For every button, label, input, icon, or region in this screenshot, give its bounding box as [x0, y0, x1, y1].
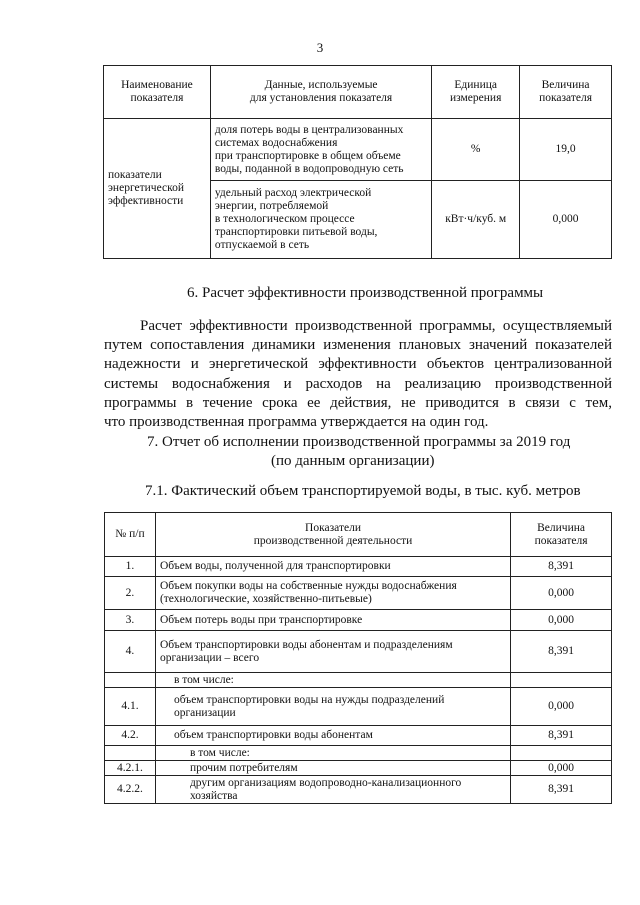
header-line: Единица — [454, 79, 497, 91]
text-line: объем транспортировки воды абонентам — [173, 729, 373, 741]
text-line: в технологическом процессе — [214, 213, 355, 225]
table2-header-row — [105, 513, 612, 557]
paragraph-line: программы в течение срока ее действия, не приводится в связи с тем, — [104, 394, 612, 411]
indicator-value: 19,0 — [520, 119, 612, 181]
indicator-value: 0,000 — [520, 181, 612, 259]
row-name — [155, 577, 510, 610]
row-number — [105, 746, 156, 761]
header-line: показателя — [534, 534, 588, 547]
text-line: транспортировки питьевой воды, — [214, 226, 378, 238]
text-line: хозяйства — [189, 789, 238, 802]
table-row — [105, 557, 612, 577]
water-volume-table — [104, 512, 612, 804]
text-line: при транспортировке в общем объеме — [214, 149, 401, 162]
table-row — [105, 673, 612, 688]
text-line: (технологические, хозяйственно-питьевые) — [159, 593, 372, 605]
row-name — [155, 746, 510, 761]
row-name — [155, 761, 510, 776]
table-row — [104, 119, 612, 181]
row-name — [155, 688, 510, 726]
row-number: 4.1. — [105, 688, 156, 726]
header-line: показателя — [130, 92, 184, 104]
row-number: 1. — [105, 557, 156, 577]
paragraph-line: надежности и энергетической эффективности объектов централизованной — [104, 356, 612, 373]
row-value — [511, 746, 612, 761]
text-line: в том числе: — [173, 673, 234, 686]
indicator-unit: кВт·ч/куб. м — [432, 181, 520, 259]
text-line: воды, поданной в водопроводную сеть — [214, 162, 404, 175]
row-number: 2. — [105, 577, 156, 610]
row-value: 0,000 — [511, 761, 612, 776]
text-line: Объем воды, полученной для транспортировки — [159, 560, 391, 572]
paragraph-line: системы водоснабжения и расходов на реализацию производственной — [104, 375, 612, 392]
header-line: производственной деятельности — [253, 534, 413, 547]
section6-heading: 6. Расчет эффективности производственной программы — [187, 285, 544, 301]
paragraph-line: путем сопоставления динамики изменения плановых значений показателей — [104, 337, 612, 354]
text-line: удельный расход электрической — [214, 187, 372, 199]
row-number: 4.2. — [105, 726, 156, 746]
table-row — [105, 688, 612, 726]
section7-heading-sub: (по данным организации) — [271, 453, 435, 469]
text-line: Объем потерь воды при транспортировке — [159, 613, 363, 626]
row-value: 0,000 — [511, 688, 612, 726]
row-value: 8,391 — [511, 631, 612, 673]
header-line: Величина — [541, 79, 590, 91]
row-number: 3. — [105, 610, 156, 631]
row-number — [105, 673, 156, 688]
paragraph-line: что производственная программа утверждается на один год. — [104, 413, 489, 430]
section6-paragraph — [104, 317, 612, 432]
text-line: объем транспортировки воды на нужды подразделений — [173, 693, 445, 706]
row-value: 8,391 — [511, 776, 612, 804]
header-line: Данные, используемые — [264, 79, 378, 91]
table2-header-num: № п/п — [105, 513, 156, 557]
text-line: прочим потребителям — [189, 761, 298, 774]
text-line: Объем покупки воды на собственные нужды водоснабжения — [159, 580, 457, 592]
table-row — [105, 746, 612, 761]
text-line: эффективности — [108, 195, 184, 207]
section7-heading: 7. Отчет об исполнении производственной программы за 2019 год — [147, 434, 571, 450]
text-line: энергетической — [108, 182, 184, 194]
row-name — [155, 557, 510, 577]
header-line: Величина — [537, 521, 585, 534]
text-line: другим организациям водопроводно-канализационного — [189, 776, 462, 789]
table2-header-name — [155, 513, 510, 557]
text-line: показатели — [108, 169, 162, 181]
indicator-description — [210, 119, 431, 181]
table1-header-data — [210, 66, 431, 119]
page-number: 3 — [316, 40, 324, 55]
row-value: 0,000 — [511, 577, 612, 610]
header-line: измерения — [450, 92, 502, 104]
row-value: 8,391 — [511, 557, 612, 577]
table1-header-row — [104, 66, 612, 119]
table-row — [105, 631, 612, 673]
paragraph-line: Расчет эффективности производственной программы, осуществляемый — [140, 318, 612, 334]
text-line: отпускаемой в сеть — [214, 239, 310, 251]
row-number: 4.2.1. — [105, 761, 156, 776]
row-name — [155, 673, 510, 688]
header-line: Наименование — [121, 79, 193, 91]
table-row — [105, 726, 612, 746]
section71-heading: 7.1. Фактический объем транспортируемой воды, в тыс. куб. метров — [145, 483, 581, 499]
row-value: 0,000 — [511, 610, 612, 631]
row-value — [511, 673, 612, 688]
header-line: показателя — [539, 92, 593, 104]
table-row — [105, 610, 612, 631]
table1-header-name — [104, 66, 211, 119]
indicator-group-name — [104, 119, 211, 259]
text-line: системах водоснабжения — [214, 136, 338, 149]
table-row — [105, 577, 612, 610]
indicator-unit: % — [432, 119, 520, 181]
row-name — [155, 610, 510, 631]
row-number: 4. — [105, 631, 156, 673]
row-name — [155, 631, 510, 673]
header-line: Показатели — [305, 521, 361, 534]
table-row — [105, 761, 612, 776]
text-line: доля потерь воды в централизованных — [214, 123, 404, 136]
row-value: 8,391 — [511, 726, 612, 746]
row-name — [155, 776, 510, 804]
energy-efficiency-table — [103, 65, 612, 259]
text-line: организации — [173, 706, 236, 719]
row-number: 4.2.2. — [105, 776, 156, 804]
header-line: для установления показателя — [249, 92, 393, 104]
table2-header-value — [511, 513, 612, 557]
text-line: в том числе: — [189, 746, 250, 759]
table1-header-unit — [432, 66, 520, 119]
indicator-description — [210, 181, 431, 259]
text-line: Объем транспортировки воды абонентам и подразделениям — [159, 638, 453, 651]
text-line: организации – всего — [159, 651, 260, 664]
row-name — [155, 726, 510, 746]
text-line: энергии, потребляемой — [214, 200, 329, 212]
table1-header-value — [520, 66, 612, 119]
table-row — [105, 776, 612, 804]
